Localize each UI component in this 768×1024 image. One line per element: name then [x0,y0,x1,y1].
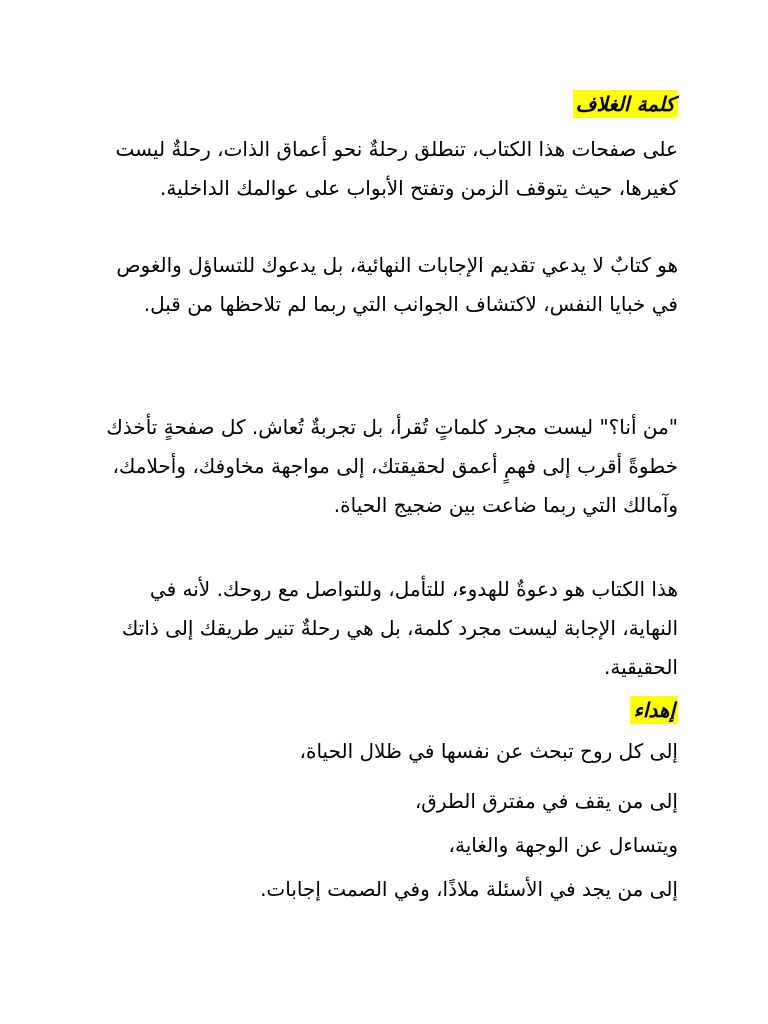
dedication-line-1: إلى كل روح تبحث عن نفسها في ظلال الحياة، [299,739,678,763]
cover-heading: كلمة الغلاف [573,90,678,118]
cover-paragraph-1: على صفحات هذا الكتاب، تنطلق رحلةٌ نحو أعماق الذات، رحلةٌ ليست كغيرها، حيث يتوقف الزمن وتفتح الأبواب على عوالمك الداخلية. [115,137,678,200]
dedication-line-4: إلى من يجد في الأسئلة ملاذًا، وفي الصمت إجابات. [260,877,678,901]
dedication-heading: إهداء [630,696,678,724]
dedication-line-2: إلى من يقف في مفترق الطرق، [414,789,678,813]
cover-paragraph-2: هو كتابٌ لا يدعي تقديم الإجابات النهائية، بل يدعوك للتساؤل والغوص في خبايا النفس، لاكتشاف الجوانب التي ربما لم تلاحظها من قبل. [116,253,678,316]
cover-paragraph-4: هذا الكتاب هو دعوةٌ للهدوء، للتأمل، وللتواصل مع روحك. لأنه في النهاية، الإجابة ليست مجرد كلمة، بل هي رحلةٌ تنير طريقك إلى ذاتك الحقيقية. [121,577,678,679]
dedication-line-3: ويتساءل عن الوجهة والغاية، [448,833,678,857]
cover-paragraph-3: "من أنا؟" ليست مجرد كلماتٍ تُقرأ، بل تجربةٌ تُعاش. كل صفحةٍ تأخذك خطوةً أقرب إلى فهمٍ أعمق لحقيقتك، إلى مواجهة مخاوفك، وأحلامك، وآمالك التي ربما ضاعت بين ضجيج الحياة. [106,415,678,517]
